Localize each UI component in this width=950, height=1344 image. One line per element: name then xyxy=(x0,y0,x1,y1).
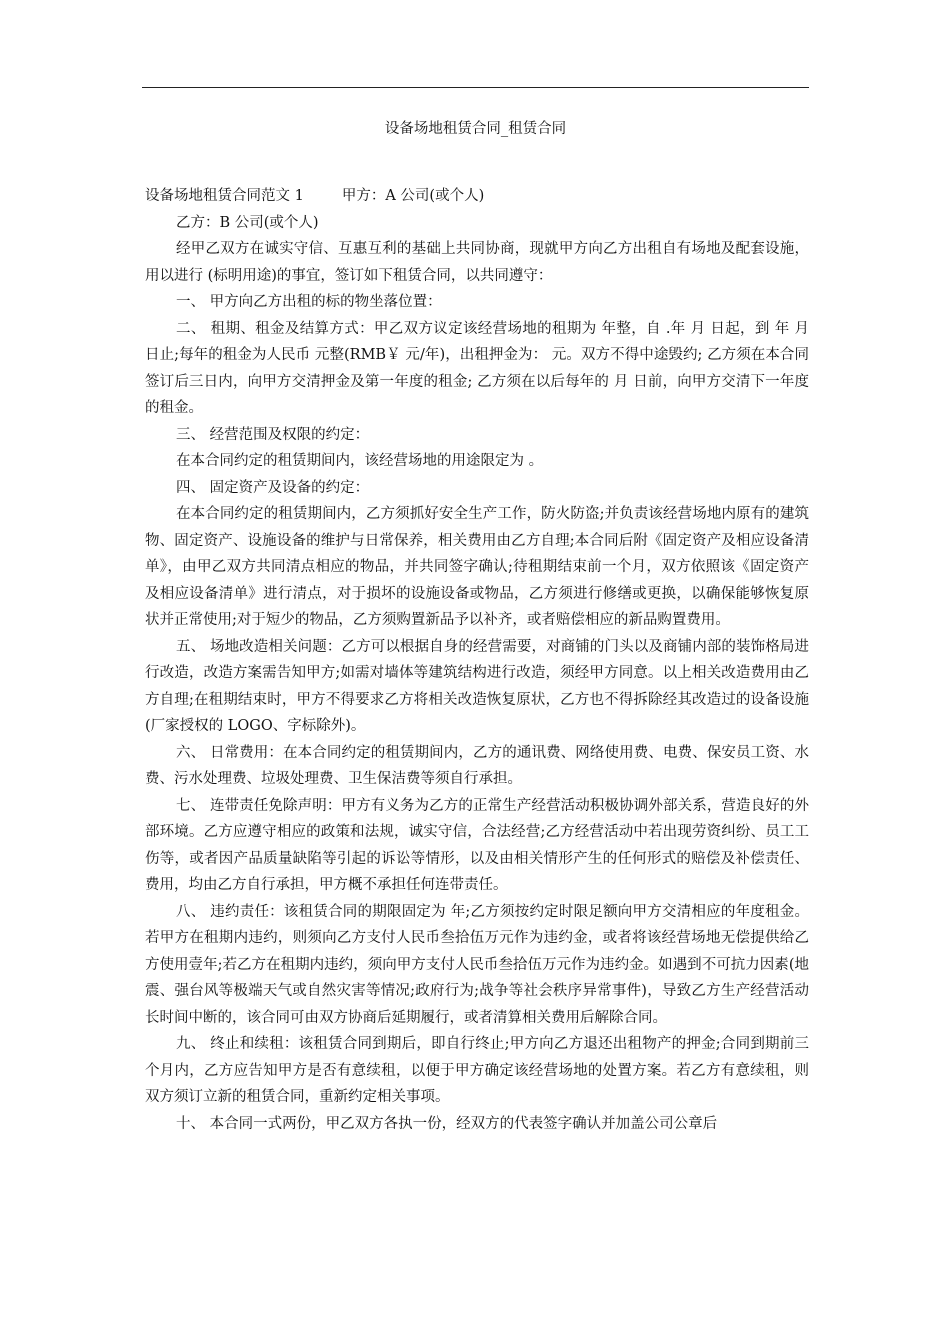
paragraph-preamble: 经甲乙双方在诚实守信、互惠互利的基础上共同协商，现就甲方向乙方出租自有场地及配套设施，用以进行 (标明用途)的事宜，签订如下租赁合同，以共同遵守： xyxy=(145,241,809,284)
party-b: 乙方：B 公司(或个人) xyxy=(176,214,319,231)
clause-2-rent: 二、 租期、租金及结算方式：甲乙双方议定该经营场地的租期为 年整，自 .年 月 日起，到 年 月 日止;每年的租金为人民币 元整(RMB￥ 元/年)，出租押金为： 元。双方不得中途毁约; 乙方须在本合同签订后三日内，向甲方交清押金及第一年度的租金; 乙方须在以后每年的 月 日前，向甲方交清下一年度的租金。 xyxy=(145,320,809,416)
clause-3-scope: 三、 经营范围及权限的约定： xyxy=(176,426,370,443)
clause-4-assets: 四、 固定资产及设备的约定： xyxy=(176,479,370,496)
heading-line xyxy=(145,183,809,210)
clause-7-liability: 七、 连带责任免除声明：甲方有义务为乙方的正常生产经营活动积极协调外部关系，营造良好的外部环境。乙方应遵守相应的政策和法规，诚实守信，合法经营;乙方经营活动中若出现劳资纠纷、员工工伤等，或者因产品质量缺陷等引起的诉讼等情形，以及由相关情形产生的任何形式的赔偿及补偿责任、费用，均由乙方自行承担，甲方概不承担任何连带责任。 xyxy=(145,797,809,893)
clause-4-body: 在本合同约定的租赁期间内，乙方须抓好安全生产工作，防火防盗;并负责该经营场地内原有的建筑物、固定资产、设施设备的维护与日常保养，相关费用由乙方自理;本合同后附《固定资产及相应设备清单》，由甲乙双方共同清点相应的物品，并共同签字确认;待租期结束前一个月，双方依照该《固定资产及相应设备清单》进行清点，对于损坏的设施设备或物品，乙方须进行修缮或更换，以确保能够恢复原状并正常使用;对于短少的物品，乙方须购置新品予以补齐，或者赔偿相应的新品购置费用。 xyxy=(145,506,809,628)
clause-9-termination: 九、 终止和续租：该租赁合同到期后，即自行终止;甲方向乙方退还出租物产的押金;合同到期前三个月内，乙方应告知甲方是否有意续租，以便于甲方确定该经营场地的处置方案。若乙方有意续租，则双方须订立新的租赁合同，重新约定相关事项。 xyxy=(145,1036,809,1105)
header-rule xyxy=(142,87,809,88)
clause-5-renovation: 五、 场地改造相关问题：乙方可以根据自身的经营需要，对商铺的门头以及商铺内部的装饰格局进行改造，改造方案需告知甲方;如需对墙体等建筑结构进行改造，须经甲方同意。以上相关改造费用由乙方自理;在租期结束时，甲方不得要求乙方将相关改造恢复原状，乙方也不得拆除经其改造过的设备设施(厂家授权的 LOGO、字标除外)。 xyxy=(145,638,809,734)
clause-1-location: 一、 甲方向乙方出租的标的物坐落位置： xyxy=(176,294,442,310)
clause-3-body: 在本合同约定的租赁期间内，该经营场地的用途限定为 。 xyxy=(176,453,544,469)
document-title: 设备场地租赁合同_租赁合同 xyxy=(384,121,567,137)
clause-10-copies: 十、 本合同一式两份，甲乙双方各执一份，经双方的代表签字确认并加盖公司公章后 xyxy=(176,1115,718,1132)
clause-8-breach: 八、 违约责任：该租赁合同的期限固定为 年;乙方须按约定时限足额向甲方交清相应的年度租金。若甲方在租期内违约，则须向乙方支付人民币叁拾伍万元作为违约金，或者将该经营场地无偿提供给乙方使用壹年;若乙方在租期内违约，须向甲方支付人民币叁拾伍万元作为违约金。如遇到不可抗力因素(地震、强台风等极端天气或自然灾害等情况;政府行为;战争等社会秩序异常事件)，导致乙方生产经营活动长时间中断的，该合同可由双方协商后延期履行，或者清算相关费用后解除合同。 xyxy=(145,903,809,1026)
document-body xyxy=(145,183,809,1137)
clause-6-expenses: 六、 日常费用：在本合同约定的租赁期间内，乙方的通讯费、网络使用费、电费、保安员工资、水费、污水处理费、垃圾处理费、卫生保洁费等须自行承担。 xyxy=(145,744,809,787)
party-a: 甲方：A 公司(或个人) xyxy=(341,188,485,204)
contract-heading: 设备场地租赁合同范文 1 xyxy=(145,188,304,204)
